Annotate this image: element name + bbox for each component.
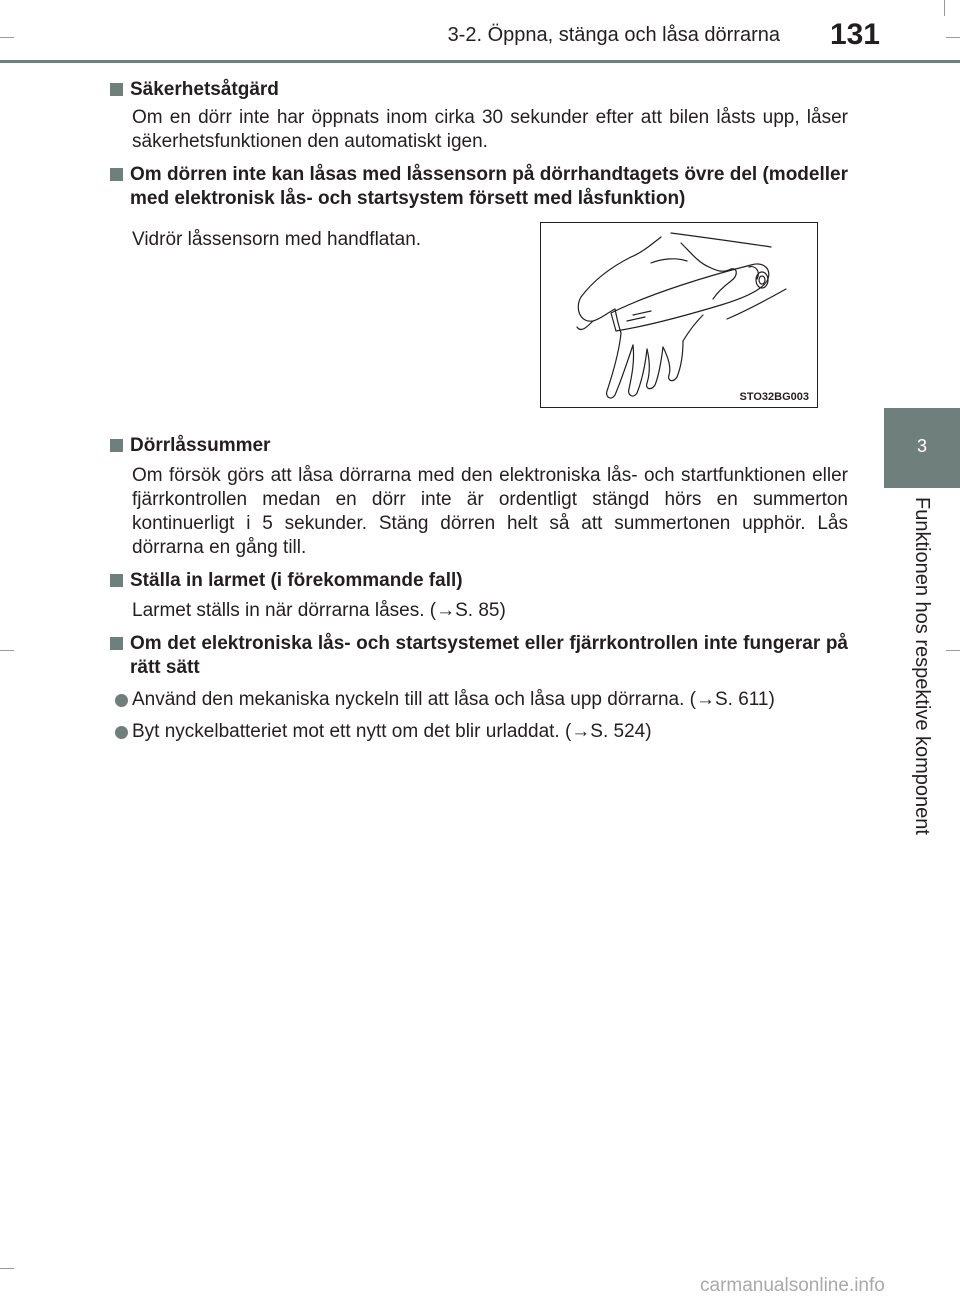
square-bullet-icon	[110, 83, 123, 96]
page-number: 131	[829, 18, 880, 51]
square-bullet-icon	[110, 574, 123, 587]
section-heading: Om dörren inte kan låsas med låssensorn på dörrhandtagets övre del (modeller med elektronisk lås- och startsystem försett med låsfunktion)	[110, 163, 848, 211]
section-text: Vidrör låssensorn med handflatan.	[132, 229, 422, 250]
square-bullet-icon	[110, 637, 123, 650]
header-rule	[0, 60, 960, 63]
chapter-label: Funktionen hos respektive komponent	[911, 497, 933, 835]
chapter-tab	[884, 408, 960, 488]
crop-mark	[946, 650, 960, 651]
figure-code: STO32BG003	[739, 391, 809, 403]
section-text: Om en dörr inte har öppnats inom cirka 30 sekunder efter att bilen låsts upp, låser säkerhetsfunktionen den automatiskt igen.	[132, 107, 848, 152]
square-bullet-icon	[110, 168, 123, 181]
section-text: Larmet ställs in när dörrarna låses. (→S. 85)	[132, 600, 506, 621]
section-heading: Om det elektroniska lås- och startsystemet eller fjärrkontrollen inte fungerar på rätt sätt	[110, 632, 848, 680]
watermark: carmanualsonline.info	[700, 1275, 885, 1296]
section-text: Om försök görs att låsa dörrarna med den elektroniska lås- och startfunktionen eller fjärrkontrollen medan en dörr inte är ordentligt stängd hörs en summerton kontinuerligt i 5 sekunder. Stäng dörren helt så att summertonen upphör. Lås dörrarna en gång till.	[132, 465, 848, 558]
section-heading: Säkerhetsåtgärd	[110, 78, 848, 102]
chapter-number: 3	[916, 436, 927, 456]
page-content	[110, 78, 848, 744]
section-heading: Dörrlåssummer	[110, 434, 848, 458]
round-bullet-icon	[115, 726, 128, 739]
crop-mark	[946, 37, 960, 38]
hand-on-door-handle-icon	[541, 223, 817, 407]
crop-mark	[0, 650, 14, 651]
crop-mark	[944, 0, 945, 16]
square-bullet-icon	[110, 439, 123, 452]
running-header: 3-2. Öppna, stänga och låsa dörrarna	[447, 24, 780, 46]
list-item: Använd den mekaniska nyckeln till att låsa och låsa upp dörrarna. (→S. 611)	[110, 688, 848, 712]
door-handle-illustration	[540, 222, 818, 408]
list-item: Byt nyckelbatteriet mot ett nytt om det blir urladdat. (→S. 524)	[110, 720, 848, 744]
section-heading: Ställa in larmet (i förekommande fall)	[110, 569, 848, 593]
crop-mark	[0, 1268, 14, 1269]
round-bullet-icon	[115, 694, 128, 707]
crop-mark	[0, 37, 14, 38]
